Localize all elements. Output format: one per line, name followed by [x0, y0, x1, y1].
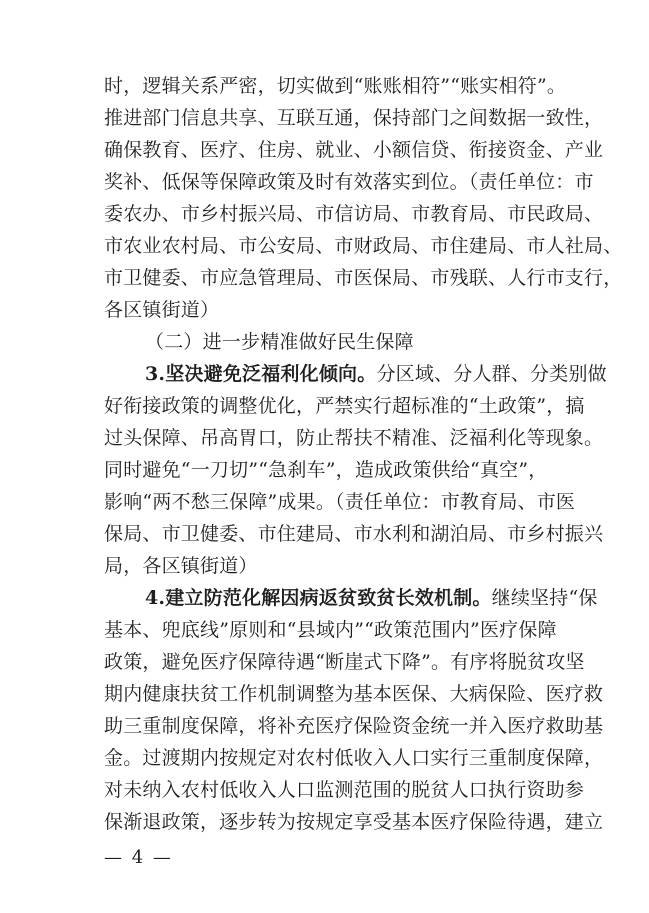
text-line: 奖补、低保等保障政策及时有效落实到位。（责任单位：市 — [104, 171, 594, 193]
heading-text: 4.建立防范化解因病返贫致贫长效机制。 — [145, 587, 492, 609]
text-line: 同时避免“一刀切”“急刹车”，造成政策供给“真空”， — [104, 459, 548, 481]
text-line: 市农业农村局、市公安局、市财政局、市住建局、市人社局、 — [104, 235, 623, 257]
text-line: 政策，避免医疗保障待遇“断崖式下降”。有序将脱贫攻坚 — [104, 651, 585, 673]
text-line: 时，逻辑关系严密，切实做到“账账相符”“账实相符”。 — [104, 75, 567, 97]
section-heading: （二）进一步精准做好民生保障 — [145, 331, 414, 353]
text-line: 局，各区镇街道） — [104, 555, 258, 577]
heading-text: 3.坚决避免泛福利化倾向。 — [145, 363, 377, 385]
text-line: 期内健康扶贫工作机制调整为基本医保、大病保险、医疗救 — [104, 683, 604, 705]
text-line: 确保教育、医疗、住房、就业、小额信贷、衔接资金、产业 — [104, 139, 604, 161]
text-line: 基本、兜底线”原则和“县域内”“政策范围内”医疗保障 — [104, 619, 557, 641]
text-line: 保局、市卫健委、市住建局、市水利和湖泊局、市乡村振兴 — [104, 523, 604, 545]
body-text: 继续坚持“保 — [491, 587, 598, 609]
paragraph-heading-4 — [145, 582, 598, 614]
text-line: 推进部门信息共享、互联互通，保持部门之间数据一致性， — [104, 107, 604, 129]
text-line: 影响“两不愁三保障”成果。（责任单位：市教育局、市医 — [104, 491, 576, 513]
text-line: 助三重制度保障，将补充医疗保险资金统一并入医疗救助基 — [104, 715, 604, 737]
page-number: — 4 — — [104, 847, 173, 868]
paragraph-heading-3 — [145, 358, 607, 390]
text-line: 委农办、市乡村振兴局、市信访局、市教育局、市民政局、 — [104, 203, 604, 225]
body-text: 分区域、分人群、分类别做 — [376, 363, 607, 385]
text-line: 对未纳入农村低收入人口监测范围的脱贫人口执行资助参 — [104, 779, 585, 801]
text-line: 过头保障、吊高胃口，防止帮扶不精准、泛福利化等现象。 — [104, 427, 604, 449]
text-line: 保渐退政策，逐步转为按规定享受基本医疗保险待遇，建立 — [104, 811, 604, 833]
text-line: 各区镇街道） — [104, 299, 220, 321]
text-line: 市卫健委、市应急管理局、市医保局、市残联、人行市支行， — [104, 267, 623, 289]
text-line: 金。过渡期内按规定对农村低收入人口实行三重制度保障， — [104, 747, 604, 769]
text-line: 好衔接政策的调整优化，严禁实行超标准的“土政策”，搞 — [104, 395, 585, 417]
